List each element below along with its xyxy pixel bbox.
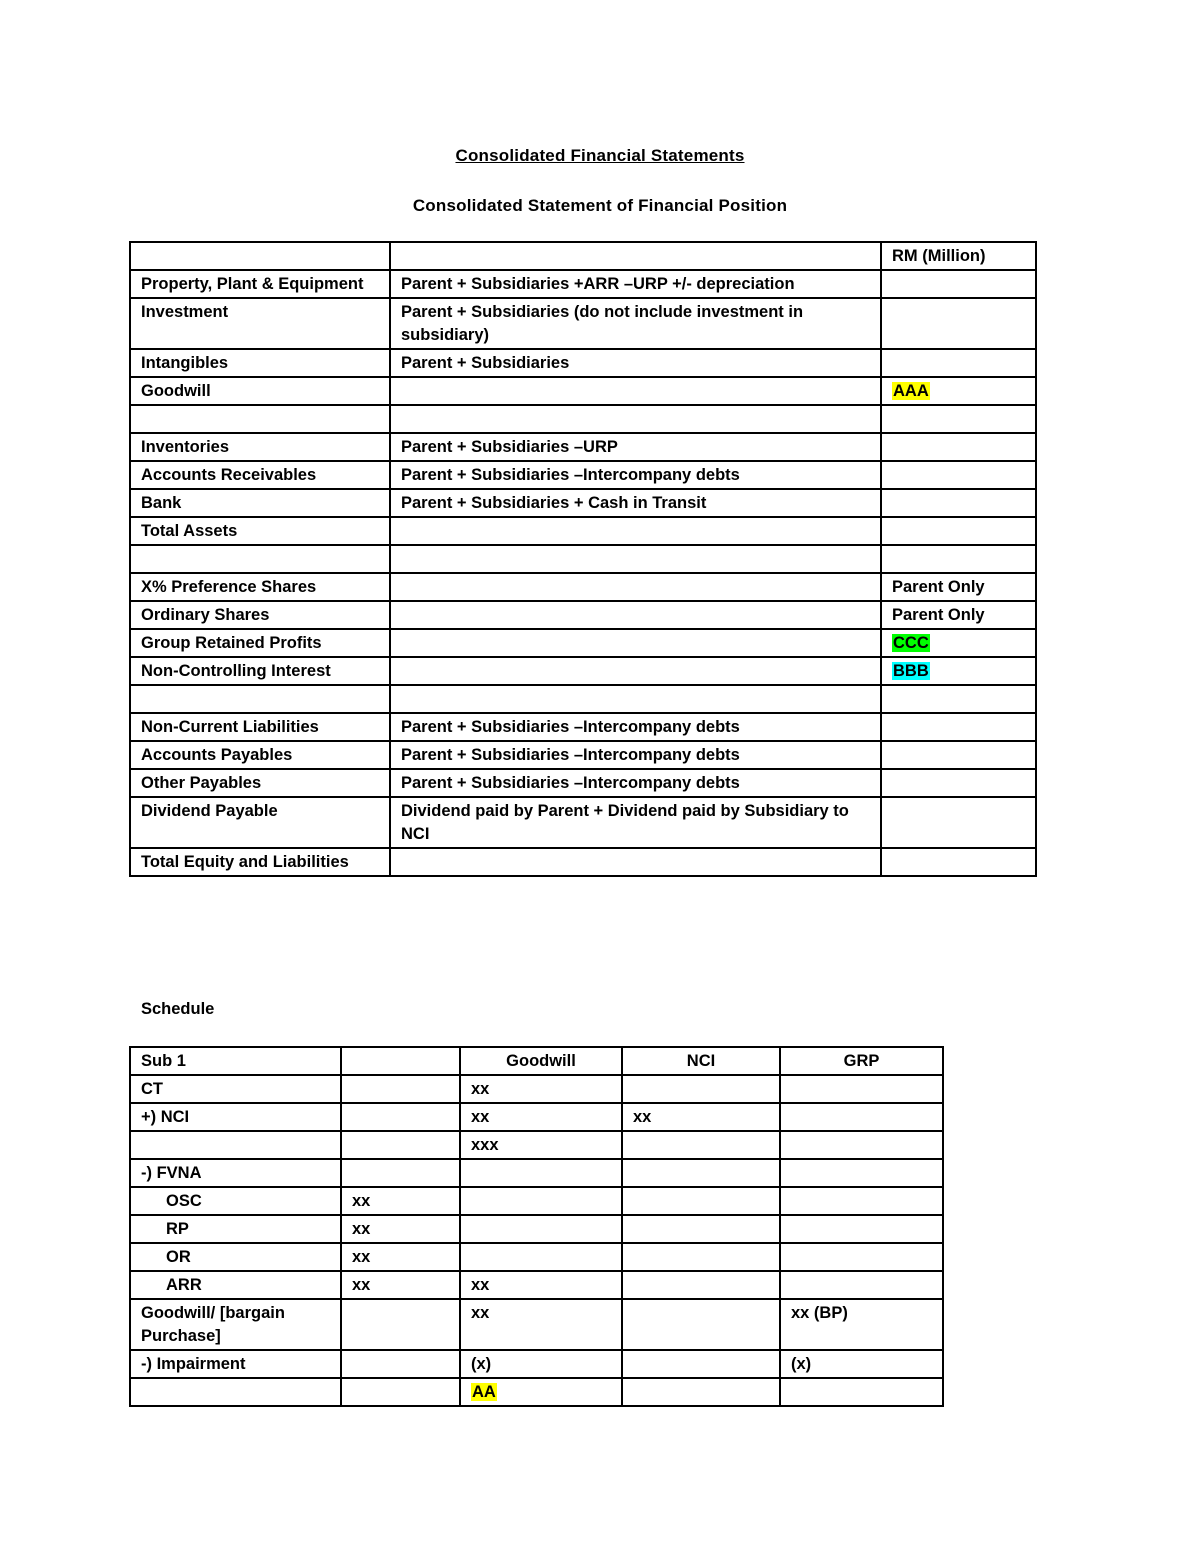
line-item-cell: Property, Plant & Equipment [130,270,390,298]
schedule-cell: xxx [460,1131,622,1159]
table-row [130,489,1036,517]
schedule-cell [780,1187,943,1215]
table-row [130,461,1036,489]
schedule-cell [622,1159,780,1187]
table-row [130,573,1036,601]
schedule-cell [622,1271,780,1299]
highlighted-value: AA [472,1383,496,1401]
table-row [130,1131,943,1159]
line-item-cell [130,405,390,433]
formula-cell [390,601,881,629]
formula-cell [390,629,881,657]
header-cell [390,242,881,270]
schedule-cell [460,1215,622,1243]
schedule-cell [780,1271,943,1299]
amount-cell [881,769,1036,797]
amount-cell [881,657,1036,685]
line-item-cell: Non-Controlling Interest [130,657,390,685]
formula-cell [390,848,881,876]
schedule-cell: OSC [130,1187,341,1215]
line-item-cell: Accounts Receivables [130,461,390,489]
schedule-cell [622,1131,780,1159]
line-item-cell: X% Preference Shares [130,573,390,601]
formula-cell: Parent + Subsidiaries –Intercompany debts [390,741,881,769]
schedule-cell: xx [341,1271,460,1299]
highlighted-value: AAA [893,382,929,400]
line-item-cell: Inventories [130,433,390,461]
table-row [130,298,1036,349]
table-row [130,1187,943,1215]
table-row [130,377,1036,405]
amount-cell [881,741,1036,769]
schedule-cell: RP [130,1215,341,1243]
formula-cell [390,517,881,545]
schedule-cell: xx [460,1271,622,1299]
table-row [130,848,1036,876]
table-row [130,517,1036,545]
schedule-cell [341,1131,460,1159]
schedule-cell [341,1299,460,1350]
amount-cell [881,629,1036,657]
table-row [130,1103,943,1131]
schedule-cell: xx [460,1299,622,1350]
schedule-cell [622,1075,780,1103]
schedule-cell [341,1159,460,1187]
schedule-cell: xx [341,1215,460,1243]
schedule-cell: +) NCI [130,1103,341,1131]
header-cell [341,1047,460,1075]
formula-cell: Parent + Subsidiaries –Intercompany debts [390,713,881,741]
amount-cell [881,461,1036,489]
schedule-cell: xx [341,1187,460,1215]
formula-cell: Parent + Subsidiaries +ARR –URP +/- depreciation [390,270,881,298]
schedule-cell: ARR [130,1271,341,1299]
highlighted-value: CCC [893,634,929,652]
formula-cell: Parent + Subsidiaries (do not include investment in subsidiary) [390,298,881,349]
schedule-cell [460,1159,622,1187]
table-row [130,433,1036,461]
schedule-cell [780,1378,943,1406]
header-cell-currency: RM (Million) [881,242,1036,270]
header-cell: Sub 1 [130,1047,341,1075]
table-row [130,270,1036,298]
table-row [130,657,1036,685]
schedule-cell: xx [622,1103,780,1131]
table-row [130,349,1036,377]
schedule-cell [130,1378,341,1406]
table-row [130,545,1036,573]
formula-cell [390,377,881,405]
schedule-cell: xx [460,1075,622,1103]
amount-cell: Parent Only [881,573,1036,601]
amount-cell [881,377,1036,405]
line-item-cell: Bank [130,489,390,517]
schedule-cell [460,1378,622,1406]
formula-cell [390,405,881,433]
schedule-cell: xx (BP) [780,1299,943,1350]
schedule-cell: (x) [460,1350,622,1378]
schedule-cell: xx [460,1103,622,1131]
schedule-cell [622,1378,780,1406]
schedule-cell [341,1350,460,1378]
line-item-cell: Investment [130,298,390,349]
formula-cell: Parent + Subsidiaries [390,349,881,377]
goodwill-schedule-table [129,1046,944,1407]
line-item-cell: Other Payables [130,769,390,797]
schedule-cell [460,1243,622,1271]
schedule-cell [780,1075,943,1103]
table-row [130,797,1036,848]
table-row [130,1243,943,1271]
amount-cell [881,685,1036,713]
schedule-cell: Goodwill/ [bargain Purchase] [130,1299,341,1350]
line-item-cell: Accounts Payables [130,741,390,769]
table-row [130,629,1036,657]
amount-cell [881,848,1036,876]
amount-cell [881,433,1036,461]
header-cell [130,242,390,270]
schedule-cell: -) FVNA [130,1159,341,1187]
schedule-cell [780,1131,943,1159]
line-item-cell [130,685,390,713]
line-item-cell: Non-Current Liabilities [130,713,390,741]
document-title: Consolidated Financial Statements [455,146,745,165]
amount-cell [881,517,1036,545]
table-row [130,1299,943,1350]
schedule-cell [780,1103,943,1131]
schedule-cell [341,1378,460,1406]
line-item-cell: Dividend Payable [130,797,390,848]
line-item-cell: Group Retained Profits [130,629,390,657]
formula-cell [390,657,881,685]
schedule-cell [341,1103,460,1131]
schedule-cell [460,1187,622,1215]
formula-cell [390,685,881,713]
formula-cell: Parent + Subsidiaries –URP [390,433,881,461]
header-cell: NCI [622,1047,780,1075]
line-item-cell [130,545,390,573]
amount-cell [881,489,1036,517]
statement-subtitle: Consolidated Statement of Financial Position [412,196,788,215]
table-row [130,1271,943,1299]
amount-cell [881,349,1036,377]
line-item-cell: Ordinary Shares [130,601,390,629]
table-header-row [130,1047,943,1075]
header-cell: GRP [780,1047,943,1075]
schedule-cell: OR [130,1243,341,1271]
line-item-cell: Total Equity and Liabilities [130,848,390,876]
schedule-cell [622,1187,780,1215]
line-item-cell: Total Assets [130,517,390,545]
schedule-cell [622,1215,780,1243]
amount-cell [881,405,1036,433]
formula-cell [390,545,881,573]
schedule-cell [780,1243,943,1271]
schedule-cell [780,1215,943,1243]
amount-cell [881,545,1036,573]
table-row [130,1215,943,1243]
table-row [130,685,1036,713]
schedule-cell [780,1159,943,1187]
table-row [130,601,1036,629]
table-row [130,1378,943,1406]
schedule-heading: Schedule [141,1000,215,1018]
table-row [130,1159,943,1187]
schedule-cell: CT [130,1075,341,1103]
amount-cell [881,298,1036,349]
formula-cell: Parent + Subsidiaries –Intercompany debts [390,769,881,797]
table-header-row [130,242,1036,270]
financial-position-table [129,241,1037,877]
schedule-cell [622,1243,780,1271]
line-item-cell: Goodwill [130,377,390,405]
schedule-cell [622,1350,780,1378]
formula-cell: Dividend paid by Parent + Dividend paid by Subsidiary to NCI [390,797,881,848]
table-row [130,769,1036,797]
header-cell: Goodwill [460,1047,622,1075]
amount-cell [881,713,1036,741]
line-item-cell: Intangibles [130,349,390,377]
highlighted-value: BBB [893,662,929,680]
amount-cell [881,797,1036,848]
table-row [130,713,1036,741]
table-row [130,1350,943,1378]
table-row [130,1075,943,1103]
amount-cell: Parent Only [881,601,1036,629]
amount-cell [881,270,1036,298]
formula-cell: Parent + Subsidiaries –Intercompany debts [390,461,881,489]
formula-cell: Parent + Subsidiaries + Cash in Transit [390,489,881,517]
schedule-cell [622,1299,780,1350]
schedule-cell [130,1131,341,1159]
table-row [130,741,1036,769]
schedule-cell: (x) [780,1350,943,1378]
table-row [130,405,1036,433]
schedule-cell: xx [341,1243,460,1271]
schedule-cell: -) Impairment [130,1350,341,1378]
schedule-cell [341,1075,460,1103]
formula-cell [390,573,881,601]
